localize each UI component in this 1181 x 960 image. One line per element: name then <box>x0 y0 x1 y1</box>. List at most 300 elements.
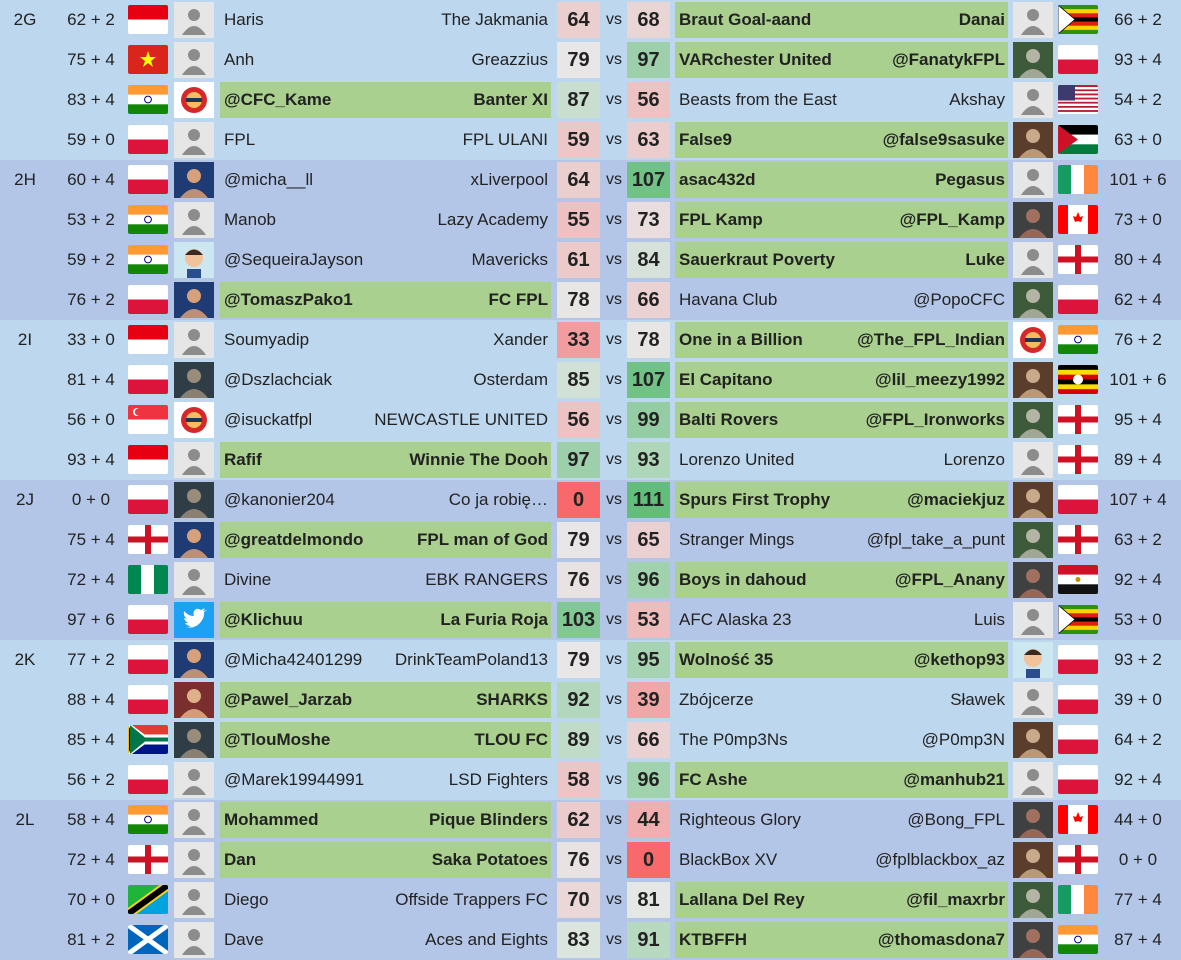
right-manager-panel[interactable] <box>675 642 1008 678</box>
avatar-default-icon <box>174 202 214 238</box>
left-manager-panel[interactable] <box>220 2 551 38</box>
right-manager-name[interactable]: Sauerkraut Poverty <box>679 250 835 269</box>
right-score: 77 + 4 <box>1114 890 1162 909</box>
right-manager-name[interactable]: Zbójcerze <box>679 690 754 709</box>
match-row <box>0 360 1181 400</box>
left-team-name[interactable]: FPL man of God <box>417 530 548 549</box>
vs-label: vs <box>606 291 622 308</box>
left-team-name[interactable]: NEWCASTLE UNITED <box>374 410 548 429</box>
match-row <box>0 320 1181 360</box>
left-points: 76 <box>557 842 600 878</box>
vs-label: vs <box>606 731 622 748</box>
left-manager-panel[interactable] <box>220 922 551 958</box>
england-flag-icon <box>1058 845 1098 874</box>
right-points: 65 <box>627 522 670 558</box>
right-manager-panel[interactable] <box>675 722 1008 758</box>
right-manager-panel[interactable] <box>675 442 1008 478</box>
vs-label: vs <box>606 851 622 868</box>
avatar-default-icon <box>174 322 214 358</box>
right-manager-name[interactable]: Righteous Glory <box>679 810 801 829</box>
left-score: 88 + 4 <box>67 690 115 709</box>
vs-label: vs <box>606 691 622 708</box>
left-score: 0 + 0 <box>71 490 111 509</box>
poland-flag-icon <box>1058 765 1098 794</box>
left-manager-name[interactable]: FPL <box>224 130 256 149</box>
left-manager-panel[interactable] <box>220 802 551 838</box>
match-row <box>0 800 1181 840</box>
avatar-default-icon <box>174 2 214 38</box>
left-team-name[interactable]: Aces and Eights <box>425 930 548 949</box>
left-team-name[interactable]: Winnie The Dooh <box>409 450 548 469</box>
match-row <box>0 80 1181 120</box>
avatar-cartoon-icon <box>174 242 214 278</box>
avatar-default-icon <box>174 882 214 918</box>
left-manager-panel[interactable] <box>220 842 551 878</box>
vs-label: vs <box>606 11 622 28</box>
left-manager-name[interactable]: @Klichuu <box>224 610 303 629</box>
jordan-flag-icon <box>1058 125 1098 154</box>
usa-flag-icon <box>1058 85 1098 114</box>
right-team-name[interactable]: @Bong_FPL <box>907 810 1005 829</box>
right-manager-name[interactable]: Wolność 35 <box>679 650 774 669</box>
group-block <box>0 160 1181 320</box>
vs-label: vs <box>606 251 622 268</box>
vs-label: vs <box>606 411 622 428</box>
ireland-flag-icon <box>1058 885 1098 914</box>
avatar-photo-icon <box>1013 402 1053 438</box>
right-team-name[interactable]: Luke <box>965 250 1005 269</box>
avatar-photo-icon <box>174 642 214 678</box>
match-row <box>0 720 1181 760</box>
left-points: 87 <box>557 82 600 118</box>
right-manager-panel[interactable] <box>675 922 1008 958</box>
left-team-name[interactable]: Lazy Academy <box>437 210 548 229</box>
right-manager-panel[interactable] <box>675 802 1008 838</box>
right-team-name[interactable]: Luis <box>973 610 1005 629</box>
poland-flag-icon <box>128 365 168 394</box>
avatar-photo-icon <box>174 682 214 718</box>
match-row <box>0 280 1181 320</box>
india-flag-icon <box>128 205 168 234</box>
match-row <box>0 200 1181 240</box>
left-manager-name[interactable]: Mohammed <box>224 810 319 829</box>
match-row <box>0 40 1181 80</box>
right-manager-panel[interactable] <box>675 762 1008 798</box>
left-manager-panel[interactable] <box>220 442 551 478</box>
india-flag-icon <box>128 805 168 834</box>
left-manager-panel[interactable] <box>220 642 551 678</box>
left-team-name[interactable]: Pique Blinders <box>428 810 548 829</box>
right-manager-name[interactable]: asac432d <box>679 170 756 189</box>
right-manager-name[interactable]: FC Ashe <box>679 770 748 789</box>
right-manager-panel[interactable] <box>675 682 1008 718</box>
right-team-name[interactable]: @manhub21 <box>903 770 1005 789</box>
left-team-name[interactable]: FPL ULANI <box>462 130 548 149</box>
vs-label: vs <box>606 131 622 148</box>
right-team-name[interactable]: Lorenzo <box>943 450 1005 469</box>
match-row <box>0 400 1181 440</box>
left-team-name[interactable]: Osterdam <box>473 370 548 389</box>
right-manager-panel[interactable] <box>675 362 1008 398</box>
right-manager-panel[interactable] <box>675 242 1008 278</box>
poland-flag-icon <box>128 765 168 794</box>
left-manager-name[interactable]: Soumyadip <box>224 330 310 349</box>
left-manager-name[interactable]: Divine <box>224 570 272 589</box>
vs-label: vs <box>606 651 622 668</box>
left-points: 83 <box>557 922 600 958</box>
right-score: 54 + 2 <box>1114 90 1162 109</box>
group-label: 2H <box>14 170 36 189</box>
avatar-photo-icon <box>1013 722 1053 758</box>
right-manager-panel[interactable] <box>675 602 1008 638</box>
right-team-name[interactable]: @kethop93 <box>913 650 1005 669</box>
right-manager-name[interactable]: Stranger Mings <box>679 530 795 549</box>
left-manager-panel[interactable] <box>220 762 551 798</box>
right-score: 0 + 0 <box>1118 850 1158 869</box>
right-team-name[interactable]: @maciekjuz <box>907 490 1005 509</box>
left-score: 75 + 4 <box>67 530 115 549</box>
match-row <box>0 640 1181 680</box>
vs-label: vs <box>606 571 622 588</box>
avatar-photo-icon <box>174 482 214 518</box>
right-score: 62 + 4 <box>1114 290 1162 309</box>
left-manager-name[interactable]: @SequeiraJayson <box>224 250 364 269</box>
vs-label: vs <box>606 371 622 388</box>
right-score: 101 + 6 <box>1109 170 1167 189</box>
right-manager-name[interactable]: Beasts from the East <box>679 90 837 109</box>
avatar-cartoon-icon <box>1013 642 1053 678</box>
match-row <box>0 920 1181 960</box>
left-manager-name[interactable]: Anh <box>224 50 255 69</box>
left-score: 59 + 0 <box>67 130 115 149</box>
avatar-default-icon <box>1013 602 1053 638</box>
left-points: 70 <box>557 882 600 918</box>
vs-label: vs <box>606 491 622 508</box>
vs-label: vs <box>606 811 622 828</box>
india-flag-icon <box>128 245 168 274</box>
right-points: 84 <box>627 242 670 278</box>
avatar-default-icon <box>174 42 214 78</box>
left-manager-panel[interactable] <box>220 602 551 638</box>
poland-flag-icon <box>128 485 168 514</box>
left-manager-panel[interactable] <box>220 162 551 198</box>
left-team-name[interactable]: Co ja robię… <box>448 490 548 509</box>
group-label: 2J <box>16 490 34 509</box>
left-manager-panel[interactable] <box>220 82 551 118</box>
right-manager-name[interactable]: The P0mp3Ns <box>679 730 788 749</box>
right-team-name[interactable]: Akshay <box>949 90 1005 109</box>
left-score: 56 + 2 <box>67 770 115 789</box>
right-manager-name[interactable]: BlackBox XV <box>679 850 778 869</box>
right-manager-name[interactable]: False9 <box>679 130 732 149</box>
left-manager-name[interactable]: @TomaszPako1 <box>224 290 353 309</box>
left-manager-panel[interactable] <box>220 322 551 358</box>
avatar-default-icon <box>1013 162 1053 198</box>
right-points: 81 <box>627 882 670 918</box>
right-manager-panel[interactable] <box>675 482 1008 518</box>
right-points: 66 <box>627 282 670 318</box>
avatar-photo-icon <box>174 162 214 198</box>
avatar-photo-icon <box>1013 562 1053 598</box>
avatar-photo-icon <box>174 362 214 398</box>
left-team-name[interactable]: DrinkTeamPoland13 <box>394 650 548 669</box>
right-points: 111 <box>627 482 670 518</box>
avatar-photo-icon <box>174 722 214 758</box>
left-manager-name[interactable]: @kanonier204 <box>224 490 335 509</box>
left-team-name[interactable]: Mavericks <box>471 250 548 269</box>
left-team-name[interactable]: Banter XI <box>473 90 548 109</box>
right-team-name[interactable]: @P0mp3N <box>921 730 1005 749</box>
right-points: 78 <box>627 322 670 358</box>
right-score: 39 + 0 <box>1114 690 1162 709</box>
zimbabwe-flag-icon <box>1058 5 1098 34</box>
left-manager-name[interactable]: Rafif <box>224 450 262 469</box>
right-points: 99 <box>627 402 670 438</box>
left-team-name[interactable]: SHARKS <box>476 690 548 709</box>
left-manager-name[interactable]: @Pawel_Jarzab <box>224 690 353 709</box>
right-team-name[interactable]: @fil_maxrbr <box>906 890 1005 909</box>
left-points: 97 <box>557 442 600 478</box>
match-row <box>0 160 1181 200</box>
left-team-name[interactable]: Xander <box>493 330 548 349</box>
right-manager-name[interactable]: Boys in dahoud <box>679 570 807 589</box>
right-team-name[interactable]: @FPL_Anany <box>894 570 1005 589</box>
right-manager-name[interactable]: Spurs First Trophy <box>679 490 831 509</box>
group-block <box>0 800 1181 960</box>
avatar-photo-icon <box>1013 202 1053 238</box>
avatar-photo-icon <box>1013 282 1053 318</box>
right-points: 53 <box>627 602 670 638</box>
right-manager-panel[interactable] <box>675 842 1008 878</box>
right-manager-name[interactable]: El Capitano <box>679 370 773 389</box>
right-points: 96 <box>627 762 670 798</box>
right-team-name[interactable]: @thomasdona7 <box>877 930 1005 949</box>
left-score: 33 + 0 <box>67 330 115 349</box>
vs-label: vs <box>606 451 622 468</box>
vs-label: vs <box>606 171 622 188</box>
left-manager-name[interactable]: @Dszlachciak <box>224 370 332 389</box>
vs-label: vs <box>606 531 622 548</box>
left-score: 72 + 4 <box>67 570 115 589</box>
right-score: 63 + 0 <box>1114 130 1162 149</box>
right-score: 80 + 4 <box>1114 250 1162 269</box>
right-manager-panel[interactable] <box>675 882 1008 918</box>
match-row <box>0 120 1181 160</box>
right-team-name[interactable]: @FanatykFPL <box>892 50 1005 69</box>
group-block <box>0 0 1181 160</box>
right-manager-name[interactable]: Lorenzo United <box>679 450 795 469</box>
right-points: 107 <box>627 362 670 398</box>
avatar-photo-icon <box>1013 922 1053 958</box>
left-manager-name[interactable]: Dave <box>224 930 264 949</box>
left-manager-panel[interactable] <box>220 402 551 438</box>
left-score: 58 + 4 <box>67 810 115 829</box>
left-manager-panel[interactable] <box>220 202 551 238</box>
left-team-name[interactable]: EBK RANGERS <box>425 570 548 589</box>
right-manager-panel[interactable] <box>675 522 1008 558</box>
left-team-name[interactable]: The Jakmania <box>441 10 548 29</box>
right-manager-panel[interactable] <box>675 122 1008 158</box>
left-manager-panel[interactable] <box>220 362 551 398</box>
left-manager-panel[interactable] <box>220 562 551 598</box>
left-score: 70 + 0 <box>67 890 115 909</box>
left-team-name[interactable]: Offside Trappers FC <box>395 890 548 909</box>
right-team-name[interactable]: @FPL_Ironworks <box>865 410 1005 429</box>
avatar-logo-icon <box>174 402 214 438</box>
left-manager-name[interactable]: Manob <box>224 210 276 229</box>
right-score: 73 + 0 <box>1114 210 1162 229</box>
left-manager-panel[interactable] <box>220 682 551 718</box>
left-points: 59 <box>557 122 600 158</box>
left-manager-panel[interactable] <box>220 122 551 158</box>
left-team-name[interactable]: La Furia Roja <box>440 610 548 629</box>
right-manager-panel[interactable] <box>675 2 1008 38</box>
right-score: 64 + 2 <box>1114 730 1162 749</box>
avatar-default-icon <box>174 562 214 598</box>
right-team-name[interactable]: @FPL_Kamp <box>899 210 1005 229</box>
match-row <box>0 760 1181 800</box>
left-manager-name[interactable]: Dan <box>224 850 257 869</box>
right-manager-panel[interactable] <box>675 562 1008 598</box>
left-manager-name[interactable]: @micha__ll <box>224 170 314 189</box>
left-score: 75 + 4 <box>67 50 115 69</box>
left-manager-panel[interactable] <box>220 522 551 558</box>
left-manager-name[interactable]: @Marek19944991 <box>224 770 365 789</box>
avatar-default-icon <box>174 922 214 958</box>
england-flag-icon <box>1058 525 1098 554</box>
left-points: 64 <box>557 162 600 198</box>
left-points: 85 <box>557 362 600 398</box>
right-score: 93 + 4 <box>1114 50 1162 69</box>
left-manager-panel[interactable] <box>220 42 551 78</box>
england-flag-icon <box>1058 445 1098 474</box>
left-manager-panel[interactable] <box>220 482 551 518</box>
poland-flag-icon <box>128 165 168 194</box>
right-points: 95 <box>627 642 670 678</box>
right-manager-name[interactable]: Lallana Del Rey <box>679 890 805 909</box>
avatar-default-icon <box>174 122 214 158</box>
right-points: 97 <box>627 42 670 78</box>
avatar-default-icon <box>174 802 214 838</box>
left-manager-name[interactable]: @greatdelmondo <box>224 530 364 549</box>
right-points: 56 <box>627 82 670 118</box>
right-points: 44 <box>627 802 670 838</box>
avatar-photo-icon <box>1013 842 1053 878</box>
right-manager-name[interactable]: AFC Alaska 23 <box>679 610 792 629</box>
left-score: 83 + 4 <box>67 90 115 109</box>
right-manager-name[interactable]: Havana Club <box>679 290 778 309</box>
right-manager-panel[interactable] <box>675 282 1008 318</box>
group-label: 2G <box>13 10 37 29</box>
right-manager-name[interactable]: One in a Billion <box>679 330 803 349</box>
avatar-default-icon <box>174 842 214 878</box>
right-manager-name[interactable]: KTBFFH <box>679 930 747 949</box>
avatar-logo-icon <box>174 82 214 118</box>
right-manager-name[interactable]: Braut Goal-aand <box>679 10 812 29</box>
left-manager-panel[interactable] <box>220 882 551 918</box>
match-row <box>0 240 1181 280</box>
tanzania-flag-icon <box>128 885 168 914</box>
right-team-name[interactable]: @fplblackbox_az <box>875 850 1005 869</box>
right-team-name[interactable]: @false9sasuke <box>882 130 1005 149</box>
right-manager-panel[interactable] <box>675 42 1008 78</box>
right-points: 73 <box>627 202 670 238</box>
left-team-name[interactable]: Saka Potatoes <box>431 850 548 869</box>
left-points: 64 <box>557 2 600 38</box>
avatar-default-icon <box>174 442 214 478</box>
left-manager-name[interactable]: @TlouMoshe <box>224 730 331 749</box>
england-flag-icon <box>1058 245 1098 274</box>
right-manager-name[interactable]: Balti Rovers <box>679 410 779 429</box>
right-manager-name[interactable]: FPL Kamp <box>679 210 763 229</box>
left-manager-panel[interactable] <box>220 722 551 758</box>
left-score: 59 + 2 <box>67 250 115 269</box>
avatar-photo-icon <box>1013 482 1053 518</box>
match-row <box>0 0 1181 40</box>
left-score: 62 + 2 <box>67 10 115 29</box>
left-team-name[interactable]: Greazzius <box>471 50 548 69</box>
group-block <box>0 480 1181 640</box>
avatar-default-icon <box>1013 682 1053 718</box>
left-points: 79 <box>557 642 600 678</box>
england-flag-icon <box>1058 405 1098 434</box>
left-manager-panel[interactable] <box>220 282 551 318</box>
avatar-default-icon <box>1013 2 1053 38</box>
poland-flag-icon <box>1058 285 1098 314</box>
left-manager-name[interactable]: @CFC_Kame <box>224 90 332 109</box>
right-team-name[interactable]: Sławek <box>950 690 1005 709</box>
right-manager-panel[interactable] <box>675 322 1008 358</box>
right-points: 93 <box>627 442 670 478</box>
indonesia-flag-icon <box>128 5 168 34</box>
left-score: 81 + 4 <box>67 370 115 389</box>
left-points: 76 <box>557 562 600 598</box>
right-team-name[interactable]: Pegasus <box>935 170 1005 189</box>
left-manager-name[interactable]: @isuckatfpl <box>224 410 313 429</box>
left-points: 79 <box>557 42 600 78</box>
right-manager-panel[interactable] <box>675 402 1008 438</box>
avatar-default-icon <box>1013 82 1053 118</box>
right-manager-name[interactable]: VARchester United <box>679 50 832 69</box>
right-team-name[interactable]: @fpl_take_a_punt <box>866 530 1005 549</box>
left-team-name[interactable]: xLiverpool <box>470 170 548 189</box>
right-team-name[interactable]: @lil_meezy1992 <box>875 370 1005 389</box>
left-manager-panel[interactable] <box>220 242 551 278</box>
right-score: 87 + 4 <box>1114 930 1162 949</box>
left-team-name[interactable]: TLOU FC <box>474 730 548 749</box>
right-points: 0 <box>627 842 670 878</box>
left-points: 78 <box>557 282 600 318</box>
right-team-name[interactable]: @PopoCFC <box>913 290 1005 309</box>
right-team-name[interactable]: Danai <box>958 10 1005 29</box>
left-manager-name[interactable]: Diego <box>224 890 269 909</box>
right-points: 91 <box>627 922 670 958</box>
right-team-name[interactable]: @The_FPL_Indian <box>857 330 1005 349</box>
match-row <box>0 840 1181 880</box>
right-manager-panel[interactable] <box>675 82 1008 118</box>
avatar-logo-icon <box>1013 322 1053 358</box>
left-manager-name[interactable]: @Micha42401299 <box>224 650 363 669</box>
left-team-name[interactable]: LSD Fighters <box>448 770 548 789</box>
canada-flag-icon <box>1058 805 1098 834</box>
indonesia-flag-icon <box>128 325 168 354</box>
left-manager-name[interactable]: Haris <box>224 10 264 29</box>
left-team-name[interactable]: FC FPL <box>488 290 548 309</box>
right-manager-panel[interactable] <box>675 202 1008 238</box>
right-manager-panel[interactable] <box>675 162 1008 198</box>
right-points: 66 <box>627 722 670 758</box>
nigeria-flag-icon <box>128 565 168 594</box>
